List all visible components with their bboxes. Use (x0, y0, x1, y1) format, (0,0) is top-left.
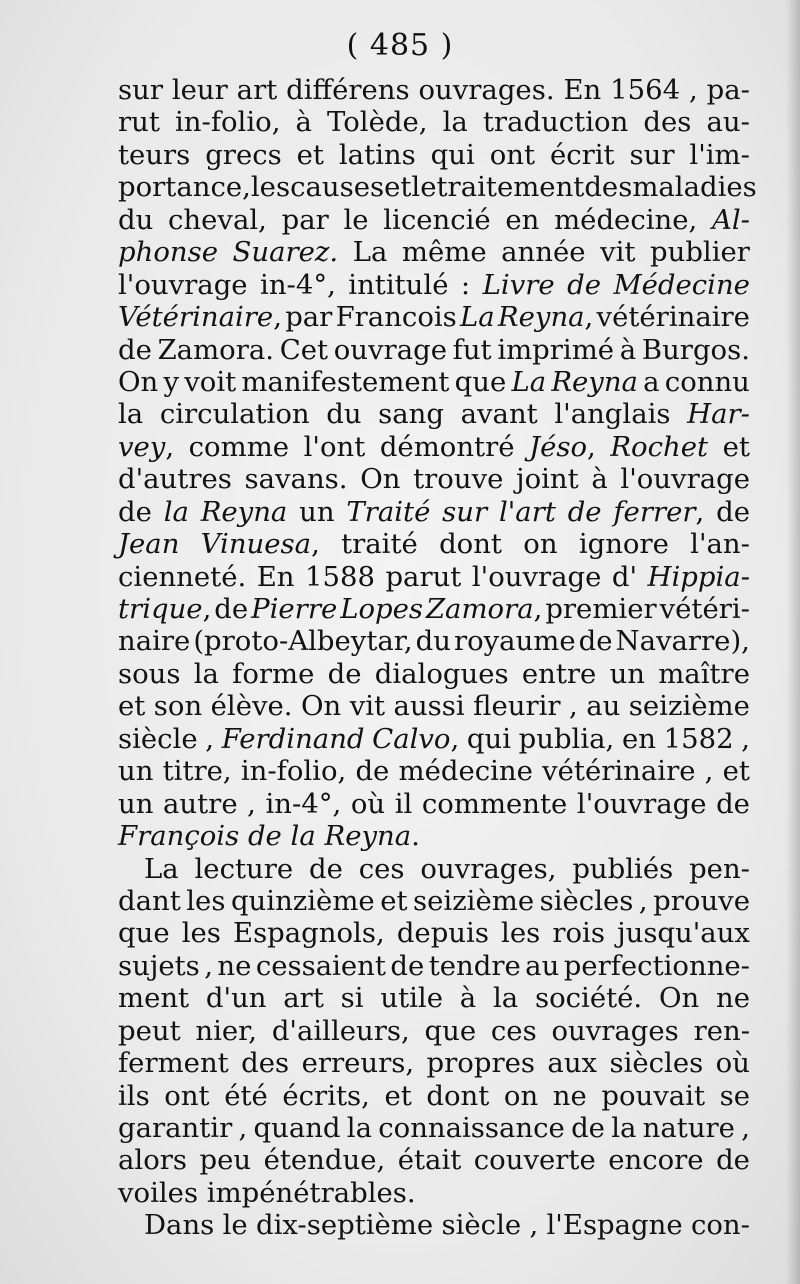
text-line: Jean Vinuesa, traité dont on ignore l'an- (118, 528, 750, 561)
text-line: la circulation du sang avant l'anglais Har- (118, 398, 750, 431)
text-line: alors peu étendue, était couverte encore de (118, 1144, 750, 1177)
text-segment: . (411, 820, 420, 853)
text-line: un autre , in-4°, où il commente l'ouvrage de (118, 787, 750, 820)
text-line: sujets , ne cessaient de tendre au perfectionne- (118, 949, 750, 982)
text-line: ment d'un art si utile à la société. On ne (118, 982, 750, 1015)
text-line: cienneté. En 1588 parut l'ouvrage d' Hippia- (118, 560, 750, 593)
text-line: de la Reyna un Traité sur l'art de ferrer, de (118, 495, 750, 528)
text-line: et son élève. On vit aussi fleurir , au seizième (118, 690, 750, 723)
text-line: Dans le dix-septième siècle , l'Espagne con- (144, 1209, 750, 1242)
text-line: vey, comme l'ont démontré Jéso, Rochet et (118, 430, 750, 463)
text-line: siècle , Ferdinand Calvo, qui publia, en 1582 , (118, 722, 750, 755)
text-line: sur leur art différens ouvrages. En 1564 , pa- (118, 74, 750, 106)
text-line: dant les quinzième et seizième siècles , prouve (118, 884, 750, 917)
text-line: un titre, in-folio, de médecine vétérinaire , et (118, 755, 750, 788)
text-line: ferment des erreurs, propres aux siècles où (118, 1047, 750, 1080)
text-line: l'ouvrage in-4°, intitulé : Livre de Médecine (118, 268, 750, 301)
text-segment: voiles impénétrables. (118, 1176, 416, 1209)
body-text (118, 74, 757, 1242)
text-line: d'autres savans. On trouve joint à l'ouvrage (118, 463, 750, 496)
text-line: teurs grecs et latins qui ont écrit sur l'im- (118, 138, 750, 171)
text-line: peut nier, d'ailleurs, que ces ouvrages ren- (118, 1014, 750, 1047)
text-line: trique, de Pierre Lopes Zamora, premier vétéri- (118, 593, 750, 625)
text-line: sous la forme de dialogues entre un maître (118, 657, 750, 690)
italic-text: François de la Reyna (118, 820, 412, 853)
text-line: ils ont été écrits, et dont on ne pouvait se (118, 1079, 750, 1112)
text-line: de Zamora. Cet ouvrage fut imprimé à Burgos. (118, 333, 750, 366)
text-line: portance, les causes et le traitement des maladies (118, 171, 757, 204)
text-line: du cheval, par le licencié en médecine, Al- (118, 203, 750, 236)
text-line: La lecture de ces ouvrages, publiés pen- (144, 852, 750, 885)
text-line (118, 820, 750, 852)
text-line: rut in-folio, à Tolède, la traduction des au- (118, 106, 750, 139)
page-edge-shadow (786, 0, 800, 1284)
text-line (118, 1177, 750, 1209)
page-number: ( 485 ) (346, 28, 454, 63)
text-line: que les Espagnols, depuis les rois jusqu'aux (118, 917, 750, 950)
text-line: On y voit manifestement que La Reyna a connu (118, 365, 750, 398)
text-line: Vétérinaire, par Francois La Reyna, vétérinaire (118, 301, 750, 334)
text-line: naire (proto-Albeytar, du royaume de Navarre), (118, 625, 750, 658)
text-line: garantir , quand la connaissance de la nature , (118, 1112, 750, 1144)
text-line: phonse Suarez. La même année vit publier (118, 236, 750, 269)
